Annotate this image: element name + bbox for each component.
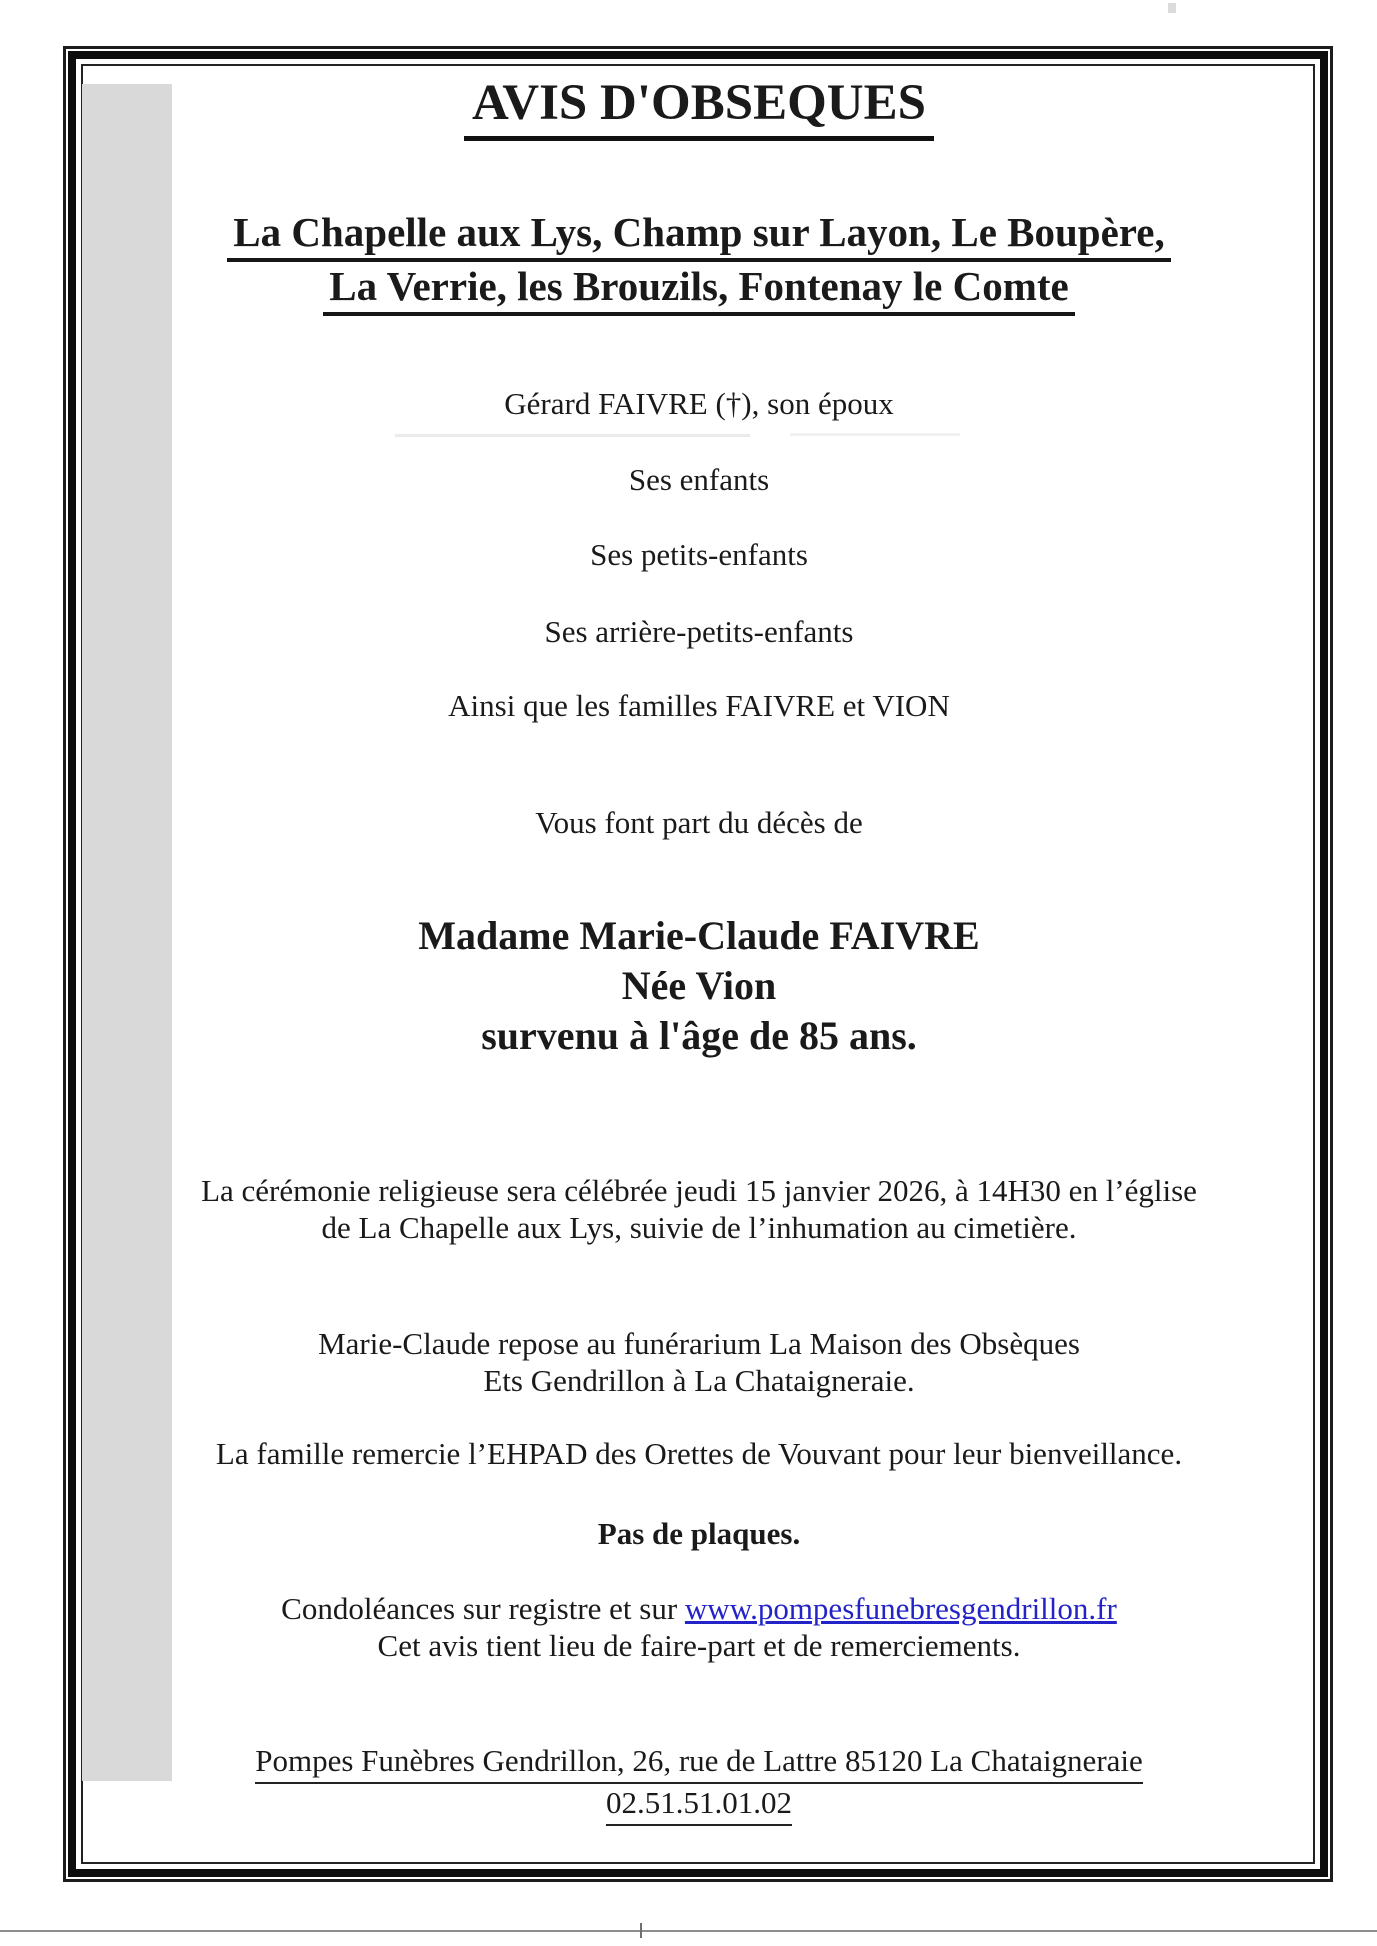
deceased-maiden-name: Née Vion <box>621 963 777 1008</box>
notice-line: Cet avis tient lieu de faire-part et de remerciements. <box>377 1628 1021 1663</box>
ceremony-line-1: La cérémonie religieuse sera célébrée jeudi 15 janvier 2026, à 14H30 en l’église <box>201 1173 1197 1208</box>
thanks-line: La famille remercie l’EHPAD des Orettes de Vouvant pour leur bienveillance. <box>215 1436 1183 1471</box>
page-title-text: AVIS D'OBSEQUES <box>464 74 934 141</box>
family-line-spouse: Gérard FAIVRE (†), son époux <box>504 386 894 421</box>
page-bottom-tick-mark <box>640 1923 642 1938</box>
scan-smudge-artifact <box>790 433 960 436</box>
condolences-line <box>65 1590 1333 1627</box>
funeral-home-footer <box>65 1742 1333 1826</box>
page-title <box>65 74 1333 141</box>
family-line-families: Ainsi que les familles FAIVRE et VION <box>448 688 950 723</box>
family-line-children: Ses enfants <box>628 462 770 497</box>
condolences-paragraph <box>65 1590 1333 1664</box>
ceremony-paragraph <box>65 1172 1333 1246</box>
ceremony-line-2: de La Chapelle aux Lys, suivie de l’inhumation au cimetière. <box>321 1210 1077 1245</box>
repose-paragraph <box>65 1325 1333 1399</box>
communes-heading-line-2: La Verrie, les Brouzils, Fontenay le Comte <box>65 262 1333 316</box>
announcement-line: Vous font part du décès de <box>535 805 863 840</box>
funeral-home-phone-line: 02.51.51.01.02 <box>65 1784 1333 1826</box>
communes-heading-line-1: La Chapelle aux Lys, Champ sur Layon, Le Boupère, <box>65 208 1333 262</box>
scan-smudge-artifact <box>1168 3 1176 13</box>
deceased-name: Madame Marie-Claude FAIVRE <box>418 913 980 958</box>
repose-line-1: Marie-Claude repose au funérarium La Maison des Obsèques <box>318 1326 1080 1361</box>
scan-smudge-artifact <box>395 434 750 437</box>
funeral-home-website-link[interactable]: www.pompesfunebresgendrillon.fr <box>684 1591 1117 1626</box>
condolences-prefix: Condoléances sur registre et sur <box>281 1591 685 1626</box>
family-line-great-grandchildren: Ses arrière-petits-enfants <box>544 614 854 649</box>
family-line-grandchildren: Ses petits-enfants <box>590 537 808 572</box>
deceased-age: survenu à l'âge de 85 ans. <box>481 1013 917 1058</box>
repose-line-2: Ets Gendrillon à La Chataigneraie. <box>483 1363 915 1398</box>
funeral-home-address-line: Pompes Funèbres Gendrillon, 26, rue de Lattre 85120 La Chataigneraie <box>65 1742 1333 1784</box>
page-bottom-scan-line <box>0 1930 1377 1932</box>
no-plaques-line: Pas de plaques. <box>597 1516 801 1551</box>
deceased-name-block <box>65 911 1333 1061</box>
